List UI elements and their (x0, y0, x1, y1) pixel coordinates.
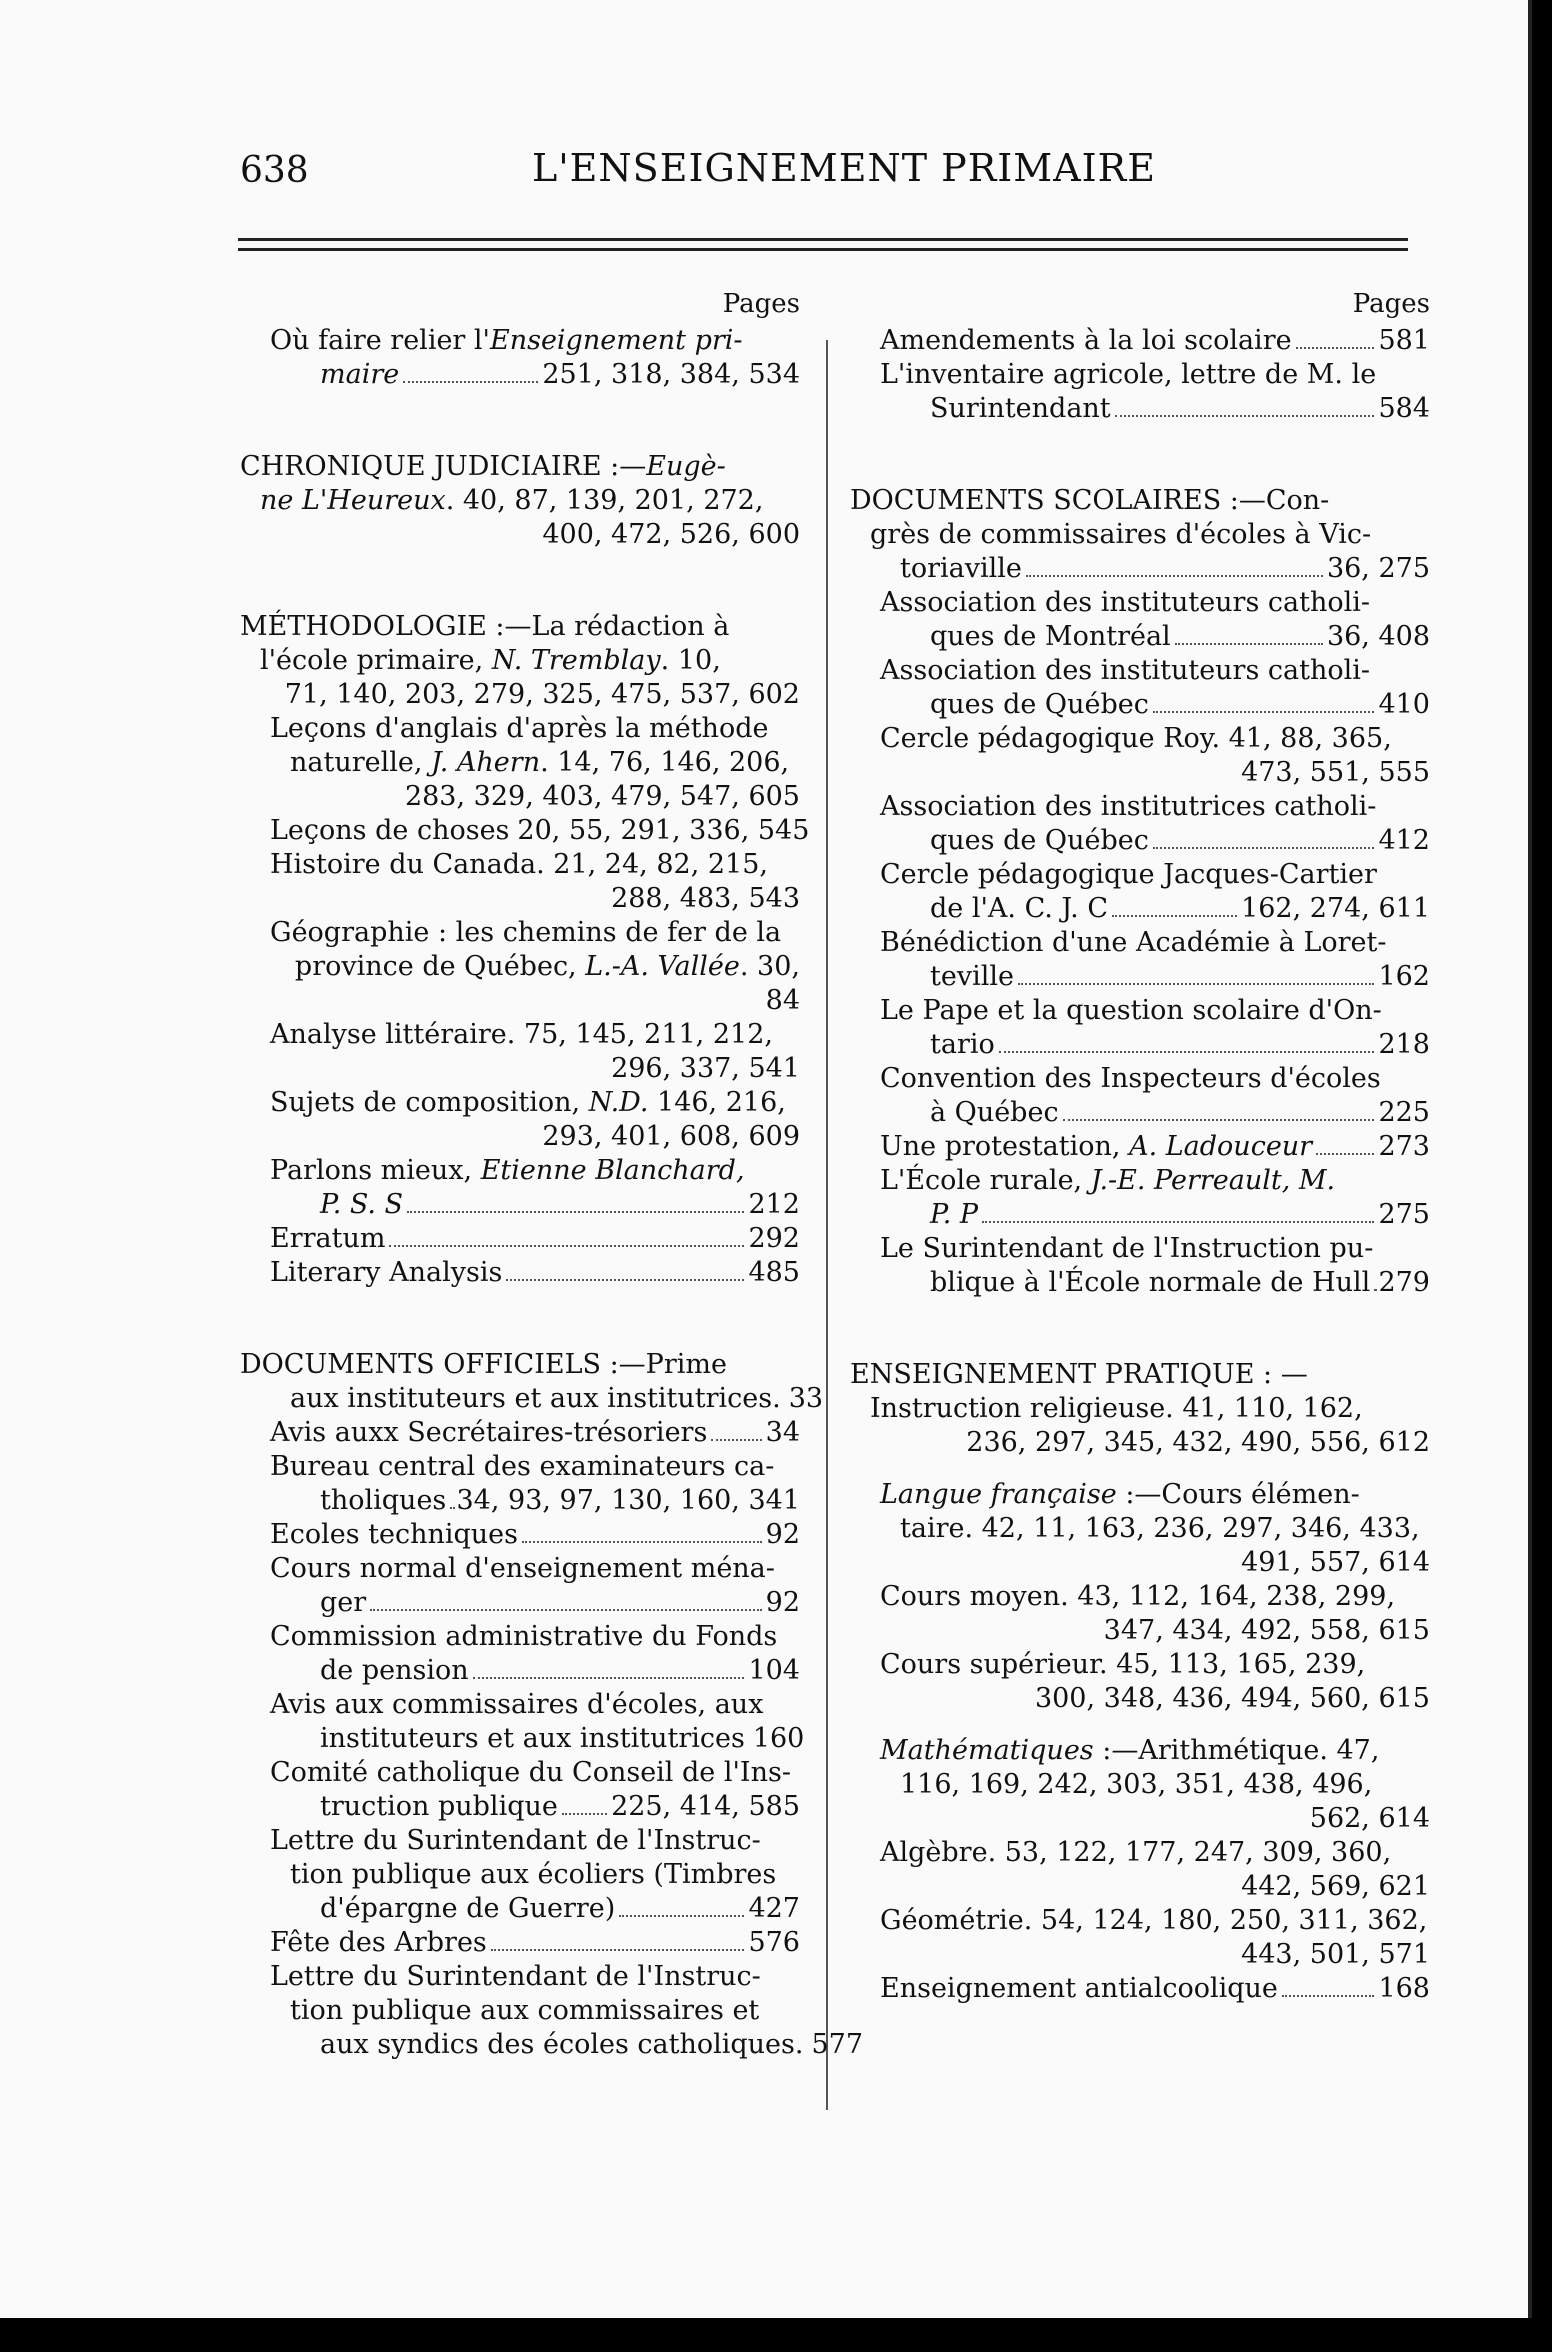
left-column (240, 284, 864, 2062)
index-entry: Le Surintendant de l'Instruction pu- blique à l'École normale de Hull 279 (880, 1233, 1430, 1298)
pages-label: Pages (722, 289, 800, 319)
index-entry: Algèbre. 53, 122, 177, 247, 309, 360, 442, 569, 621 (880, 1837, 1430, 1902)
index-entry: Leçons d'anglais d'après la méthode naturelle, J. Ahern. 14, 76, 146, 206, 283, 329, 403, 479, 547, 605 (270, 713, 800, 812)
index-entry: Association des instituteurs catholi- ques de Montréal 36, 408 (880, 587, 1430, 652)
index-entry: Géométrie. 54, 124, 180, 250, 311, 362, 443, 501, 571 (880, 1905, 1430, 1970)
column-divider (826, 340, 828, 2110)
index-entry: Comité catholique du Conseil de l'Ins- truction publique 225, 414, 585 (270, 1757, 800, 1822)
header-rule-2 (238, 248, 1408, 251)
index-entry: Parlons mieux, Etienne Blanchard, P. S. S 212 (270, 1155, 800, 1220)
index-entry: Histoire du Canada. 21, 24, 82, 215, 288, 483, 543 (270, 849, 800, 914)
running-title: L'ENSEIGNEMENT PRIMAIRE (532, 146, 1157, 190)
index-entry: Fête des Arbres 576 (270, 1927, 800, 1958)
pages-label: Pages (1352, 289, 1430, 319)
index-entry: Cours supérieur. 45, 113, 165, 239, 300, 348, 436, 494, 560, 615 (880, 1649, 1430, 1714)
index-entry: Commission administrative du Fonds de pension 104 (270, 1621, 800, 1686)
index-section: ENSEIGNEMENT PRATIQUE : — Instruction religieuse. 41, 110, 162, 236, 297, 345, 432, 490, 556, 612 (850, 1359, 1430, 1458)
index-entry: Une protestation, A. Ladouceur 273 (880, 1131, 1430, 1162)
index-entry: Mathématiques :—Arithmétique. 47, 116, 169, 242, 303, 351, 438, 496, 562, 614 (880, 1735, 1430, 1834)
index-entry: Association des institutrices catholi- ques de Québec 412 (880, 791, 1430, 856)
index-entry: L'École rurale, J.-E. Perreault, M. P. P 275 (880, 1165, 1430, 1230)
index-entry: Leçons de choses 20, 55, 291, 336, 545 (270, 815, 810, 846)
index-section: MÉTHODOLOGIE :—La rédaction à l'école primaire, N. Tremblay. 10, 71, 140, 203, 279, 325, 475, 537, 602 (240, 611, 800, 710)
index-entry: Bénédiction d'une Académie à Loret- teville 162 (880, 927, 1430, 992)
index-entry: Literary Analysis 485 (270, 1257, 800, 1288)
index-entry: Bureau central des examinateurs ca- tholiques 34, 93, 97, 130, 160, 341 (270, 1451, 800, 1516)
index-entry: Association des instituteurs catholi- ques de Québec 410 (880, 655, 1430, 720)
index-entry: Cours normal d'enseignement ména- ger 92 (270, 1553, 800, 1618)
right-column (850, 284, 1430, 2006)
index-section: DOCUMENTS SCOLAIRES :—Con- grès de commissaires d'écoles à Vic- toriaville 36, 275 (850, 485, 1430, 584)
index-entry: Le Pape et la question scolaire d'On- tario 218 (880, 995, 1430, 1060)
index-section: DOCUMENTS OFFICIELS :—Prime aux instituteurs et aux institutrices. 33 (240, 1349, 824, 1414)
index-entry: Ecoles techniques 92 (270, 1519, 800, 1550)
index-entry: L'inventaire agricole, lettre de M. le Surintendant 584 (880, 359, 1430, 424)
header-rule (238, 238, 1408, 241)
index-entry: Avis aux commissaires d'écoles, aux instituteurs et aux institutrices 160 (270, 1689, 805, 1754)
index-entry: Avis auxx Secrétaires-trésoriers 34 (270, 1417, 800, 1448)
index-entry: Enseignement antialcoolique 168 (880, 1973, 1430, 2004)
index-entry: Analyse littéraire. 75, 145, 211, 212, 296, 337, 541 (270, 1019, 800, 1084)
index-entry: Langue française :—Cours élémen- taire. 42, 11, 163, 236, 297, 346, 433, 491, 557, 614 (880, 1479, 1430, 1578)
index-entry: Cours moyen. 43, 112, 164, 238, 299, 347, 434, 492, 558, 615 (880, 1581, 1430, 1646)
index-entry: Amendements à la loi scolaire 581 (880, 325, 1430, 356)
index-entry: Cercle pédagogique Jacques-Cartier de l'A. C. J. C 162, 274, 611 (880, 859, 1430, 924)
index-entry: Lettre du Surintendant de l'Instruc- tion publique aux commissaires et aux syndics des écoles catholiques. 577 (270, 1961, 864, 2060)
index-entry: Cercle pédagogique Roy. 41, 88, 365, 473, 551, 555 (880, 723, 1430, 788)
page-number: 638 (240, 150, 309, 191)
index-entry: Où faire relier l'Enseignement pri- maire 251, 318, 384, 534 (270, 325, 800, 390)
index-entry: Erratum 292 (270, 1223, 800, 1254)
index-section: CHRONIQUE JUDICIAIRE :—Eugè- ne L'Heureux. 40, 87, 139, 201, 272, 400, 472, 526, 600 (240, 451, 800, 550)
index-entry: Convention des Inspecteurs d'écoles à Québec 225 (880, 1063, 1430, 1128)
index-entry: Lettre du Surintendant de l'Instruc- tion publique aux écoliers (Timbres d'épargne de Guerre) 427 (270, 1825, 800, 1924)
index-entry: Sujets de composition, N.D. 146, 216, 293, 401, 608, 609 (270, 1087, 800, 1152)
index-entry: Géographie : les chemins de fer de la province de Québec, L.-A. Vallée. 30, 84 (270, 917, 800, 1016)
